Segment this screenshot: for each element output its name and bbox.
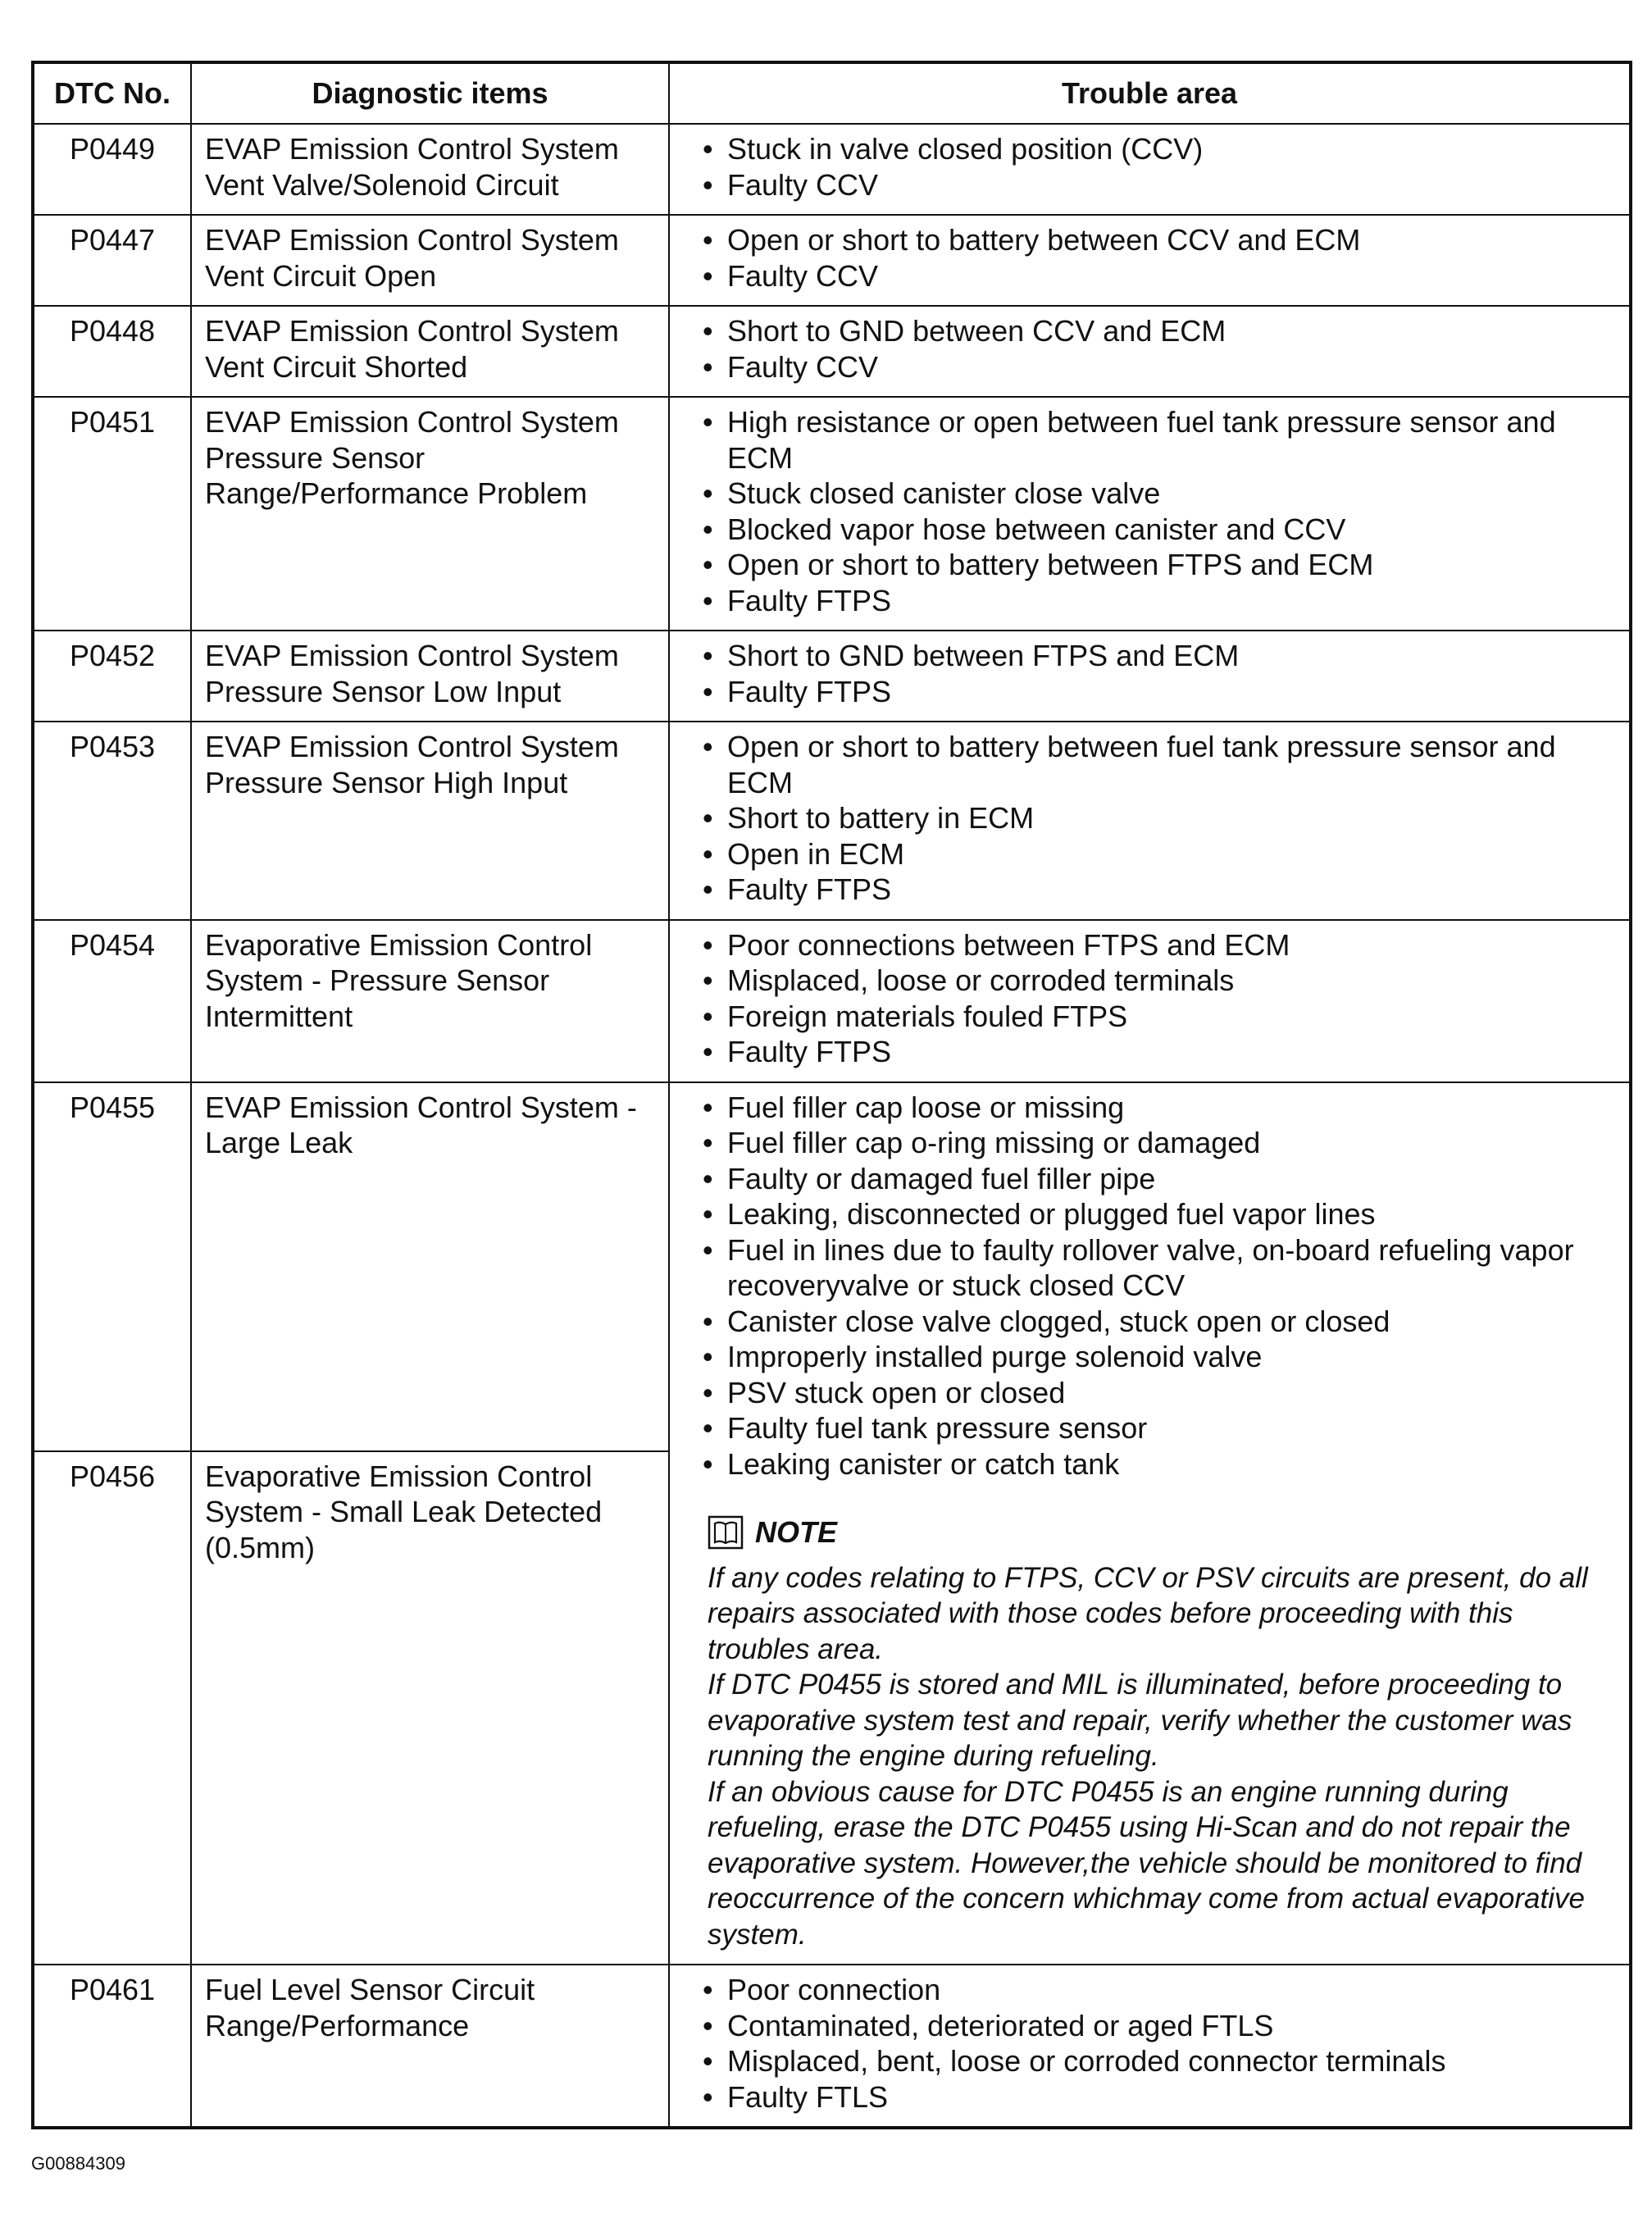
diagnostic-item: EVAP Emission Control System Vent Circuit Shorted <box>191 306 669 397</box>
table-row <box>33 631 1631 722</box>
trouble-item: • Leaking canister or catch tank <box>703 1446 1613 1482</box>
trouble-item: • Leaking, disconnected or plugged fuel vapor lines <box>703 1196 1613 1232</box>
trouble-item: • Fuel filler cap o-ring missing or damaged <box>703 1125 1613 1161</box>
table-row <box>33 124 1631 215</box>
note-paragraph: If an obvious cause for DTC P0455 is an engine running during refueling, erase the DTC P0455 using Hi-Scan and do not repair the evaporative system. However,the vehicle should be monitored to find reoccurrence of the concern whichmay come from actual evaporative system. <box>708 1775 1585 1951</box>
trouble-item: • Short to GND between CCV and ECM <box>703 313 1613 349</box>
note-paragraph: If DTC P0455 is stored and MIL is illuminated, before proceeding to evaporative system test and repair, verify whether the customer was running the engine during refueling. <box>708 1669 1572 1772</box>
trouble-item: • Contaminated, deteriorated or aged FTLS <box>703 2008 1613 2044</box>
trouble-item: • Canister close valve clogged, stuck open or closed <box>703 1304 1613 1340</box>
header-dtc: DTC No. <box>33 62 191 124</box>
note-title: NOTE <box>755 1515 838 1549</box>
table-row <box>33 397 1631 631</box>
trouble-item: • Improperly installed purge solenoid valve <box>703 1339 1613 1375</box>
dtc-code: P0449 <box>33 124 191 215</box>
trouble-area <box>669 920 1631 1082</box>
trouble-area <box>669 397 1631 631</box>
trouble-item: • Stuck in valve closed position (CCV) <box>703 131 1613 167</box>
trouble-item: • Faulty FTPS <box>703 583 1613 619</box>
trouble-item: • Faulty FTPS <box>703 674 1613 710</box>
trouble-item: • Faulty FTLS <box>703 2079 1613 2115</box>
dtc-code: P0452 <box>33 631 191 722</box>
trouble-item: • Faulty FTPS <box>703 1034 1613 1070</box>
dtc-code: P0456 <box>33 1451 191 1965</box>
note-paragraph: If any codes relating to FTPS, CCV or PSV circuits are present, do all repairs associated with those codes before proceeding with this troubles area. <box>708 1561 1588 1665</box>
trouble-item: • High resistance or open between fuel tank pressure sensor and ECM <box>703 404 1613 476</box>
trouble-area <box>669 1965 1631 2128</box>
trouble-item: • Faulty CCV <box>703 349 1613 385</box>
trouble-item: • Poor connections between FTPS and ECM <box>703 927 1613 963</box>
trouble-item: • Open or short to battery between CCV and ECM <box>703 222 1613 258</box>
trouble-area-shared <box>669 1082 1631 1965</box>
diagnostic-item: Evaporative Emission Control System - Small Leak Detected (0.5mm) <box>191 1451 669 1965</box>
header-diagnostic-items: Diagnostic items <box>191 62 669 124</box>
header-row <box>33 62 1631 124</box>
trouble-item: • Stuck closed canister close valve <box>703 476 1613 512</box>
trouble-item: • Open or short to battery between FTPS and ECM <box>703 547 1613 583</box>
trouble-area <box>669 631 1631 722</box>
diagnostic-item: EVAP Emission Control System Pressure Sensor Low Input <box>191 631 669 722</box>
table-row <box>33 1082 1631 1451</box>
trouble-area <box>669 215 1631 306</box>
trouble-item: • Foreign materials fouled FTPS <box>703 999 1613 1035</box>
diagnostic-item: EVAP Emission Control System Pressure Sensor Range/Performance Problem <box>191 397 669 631</box>
dtc-code: P0453 <box>33 722 191 920</box>
dtc-code: P0455 <box>33 1082 191 1451</box>
dtc-code: P0448 <box>33 306 191 397</box>
trouble-item: • PSV stuck open or closed <box>703 1375 1613 1411</box>
table-row <box>33 920 1631 1082</box>
trouble-item: • Misplaced, loose or corroded terminals <box>703 963 1613 999</box>
trouble-item: • Misplaced, bent, loose or corroded connector terminals <box>703 2043 1613 2079</box>
trouble-item: • Open in ECM <box>703 836 1613 872</box>
trouble-item: • Faulty CCV <box>703 258 1613 294</box>
header-trouble-area: Trouble area <box>669 62 1631 124</box>
table-row <box>33 215 1631 306</box>
figure-id: G00884309 <box>31 2153 125 2174</box>
trouble-item: • Faulty or damaged fuel filler pipe <box>703 1161 1613 1197</box>
note-header <box>708 1514 1613 1550</box>
note-box <box>703 1514 1613 1952</box>
dtc-table <box>31 61 1632 2129</box>
trouble-item: • Faulty FTPS <box>703 872 1613 908</box>
trouble-item: • Poor connection <box>703 1972 1613 2008</box>
book-icon <box>708 1515 744 1550</box>
trouble-item: • Short to GND between FTPS and ECM <box>703 638 1613 674</box>
dtc-code: P0447 <box>33 215 191 306</box>
diagnostic-item: Fuel Level Sensor Circuit Range/Performance <box>191 1965 669 2128</box>
table-row <box>33 306 1631 397</box>
trouble-item: • Short to battery in ECM <box>703 800 1613 836</box>
trouble-item: • Fuel in lines due to faulty rollover valve, on-board refueling vapor recoveryvalve or stuck closed CCV <box>703 1232 1613 1304</box>
diagnostic-item: EVAP Emission Control System Vent Circuit Open <box>191 215 669 306</box>
dtc-code: P0451 <box>33 397 191 631</box>
dtc-code: P0461 <box>33 1965 191 2128</box>
trouble-item: • Faulty fuel tank pressure sensor <box>703 1410 1613 1446</box>
trouble-area <box>669 722 1631 920</box>
table-row <box>33 722 1631 920</box>
trouble-item: • Faulty CCV <box>703 167 1613 203</box>
diagnostic-item: EVAP Emission Control System Pressure Sensor High Input <box>191 722 669 920</box>
diagnostic-item: EVAP Emission Control System - Large Leak <box>191 1082 669 1451</box>
diagnostic-item: Evaporative Emission Control System - Pressure Sensor Intermittent <box>191 920 669 1082</box>
trouble-item: • Fuel filler cap loose or missing <box>703 1090 1613 1126</box>
dtc-code: P0454 <box>33 920 191 1082</box>
diagnostic-item: EVAP Emission Control System Vent Valve/Solenoid Circuit <box>191 124 669 215</box>
trouble-area <box>669 124 1631 215</box>
trouble-area <box>669 306 1631 397</box>
trouble-item: • Blocked vapor hose between canister and CCV <box>703 512 1613 548</box>
trouble-item: • Open or short to battery between fuel tank pressure sensor and ECM <box>703 729 1613 800</box>
table-row <box>33 1965 1631 2128</box>
